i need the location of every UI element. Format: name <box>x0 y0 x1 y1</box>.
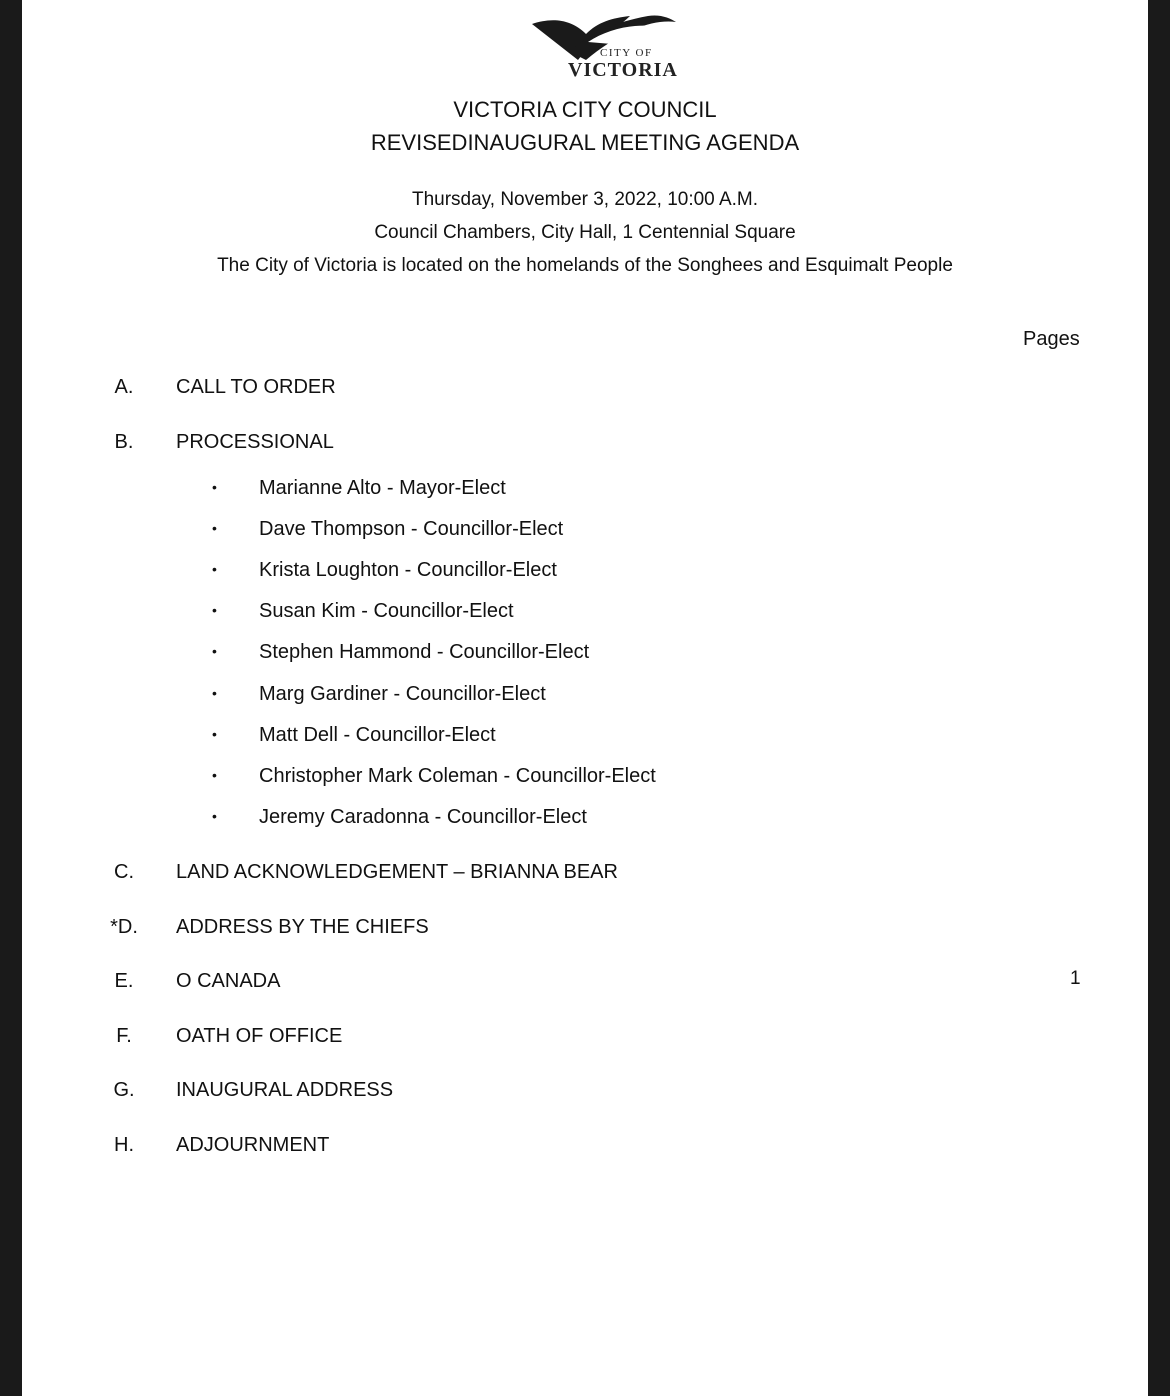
list-item: Marianne Alto - Mayor-Elect <box>259 477 506 499</box>
bullet-icon: • <box>212 726 217 742</box>
meeting-date-time: Thursday, November 3, 2022, 10:00 A.M. <box>411 189 759 210</box>
pages-column-header: Pages <box>1023 328 1080 350</box>
item-letter: C. <box>114 861 134 883</box>
land-statement: The City of Victoria is located on the homelands of the Songhees and Esquimalt People <box>217 255 953 276</box>
item-letter: E. <box>114 970 134 992</box>
item-title: PROCESSIONAL <box>176 431 334 453</box>
item-letter: B. <box>114 431 134 453</box>
item-title: O CANADA <box>176 970 281 992</box>
bullet-icon: • <box>212 808 217 824</box>
list-item: Matt Dell - Councillor-Elect <box>259 724 496 746</box>
item-title: CALL TO ORDER <box>176 376 336 398</box>
list-item: Dave Thompson - Councillor-Elect <box>259 518 564 540</box>
bullet-icon: • <box>212 479 217 495</box>
council-title: VICTORIA CITY COUNCIL <box>453 97 717 122</box>
list-item: Christopher Mark Coleman - Councillor-Elect <box>259 765 656 787</box>
bullet-icon: • <box>212 767 217 783</box>
agenda-page <box>22 0 1148 1396</box>
list-item: Marg Gardiner - Councillor-Elect <box>259 683 546 705</box>
bullet-icon: • <box>212 643 217 659</box>
item-letter: H. <box>114 1134 134 1156</box>
list-item: Stephen Hammond - Councillor-Elect <box>259 641 590 663</box>
agenda-title: REVISEDINAUGURAL MEETING AGENDA <box>370 130 800 155</box>
item-title: ADJOURNMENT <box>176 1134 330 1156</box>
item-letter: F. <box>116 1025 132 1047</box>
meeting-location: Council Chambers, City Hall, 1 Centennial Square <box>374 222 796 243</box>
item-title: LAND ACKNOWLEDGEMENT – BRIANNA BEAR <box>176 861 618 883</box>
bullet-icon: • <box>212 561 217 577</box>
bullet-icon: • <box>212 602 217 618</box>
bullet-icon: • <box>212 685 217 701</box>
list-item: Susan Kim - Councillor-Elect <box>259 600 514 622</box>
logo-large-text: VICTORIA <box>568 59 678 81</box>
item-page-number: 1 <box>1070 968 1081 989</box>
list-item: Krista Loughton - Councillor-Elect <box>259 559 557 581</box>
logo-small-text: CITY OF <box>600 47 653 59</box>
bullet-icon: • <box>212 520 217 536</box>
item-letter: G. <box>113 1079 135 1101</box>
list-item: Jeremy Caradonna - Councillor-Elect <box>259 806 587 828</box>
item-title: INAUGURAL ADDRESS <box>176 1079 394 1101</box>
item-title: OATH OF OFFICE <box>176 1025 343 1047</box>
item-letter: A. <box>114 376 134 398</box>
item-letter: *D. <box>110 916 138 938</box>
item-title: ADDRESS BY THE CHIEFS <box>176 916 429 938</box>
